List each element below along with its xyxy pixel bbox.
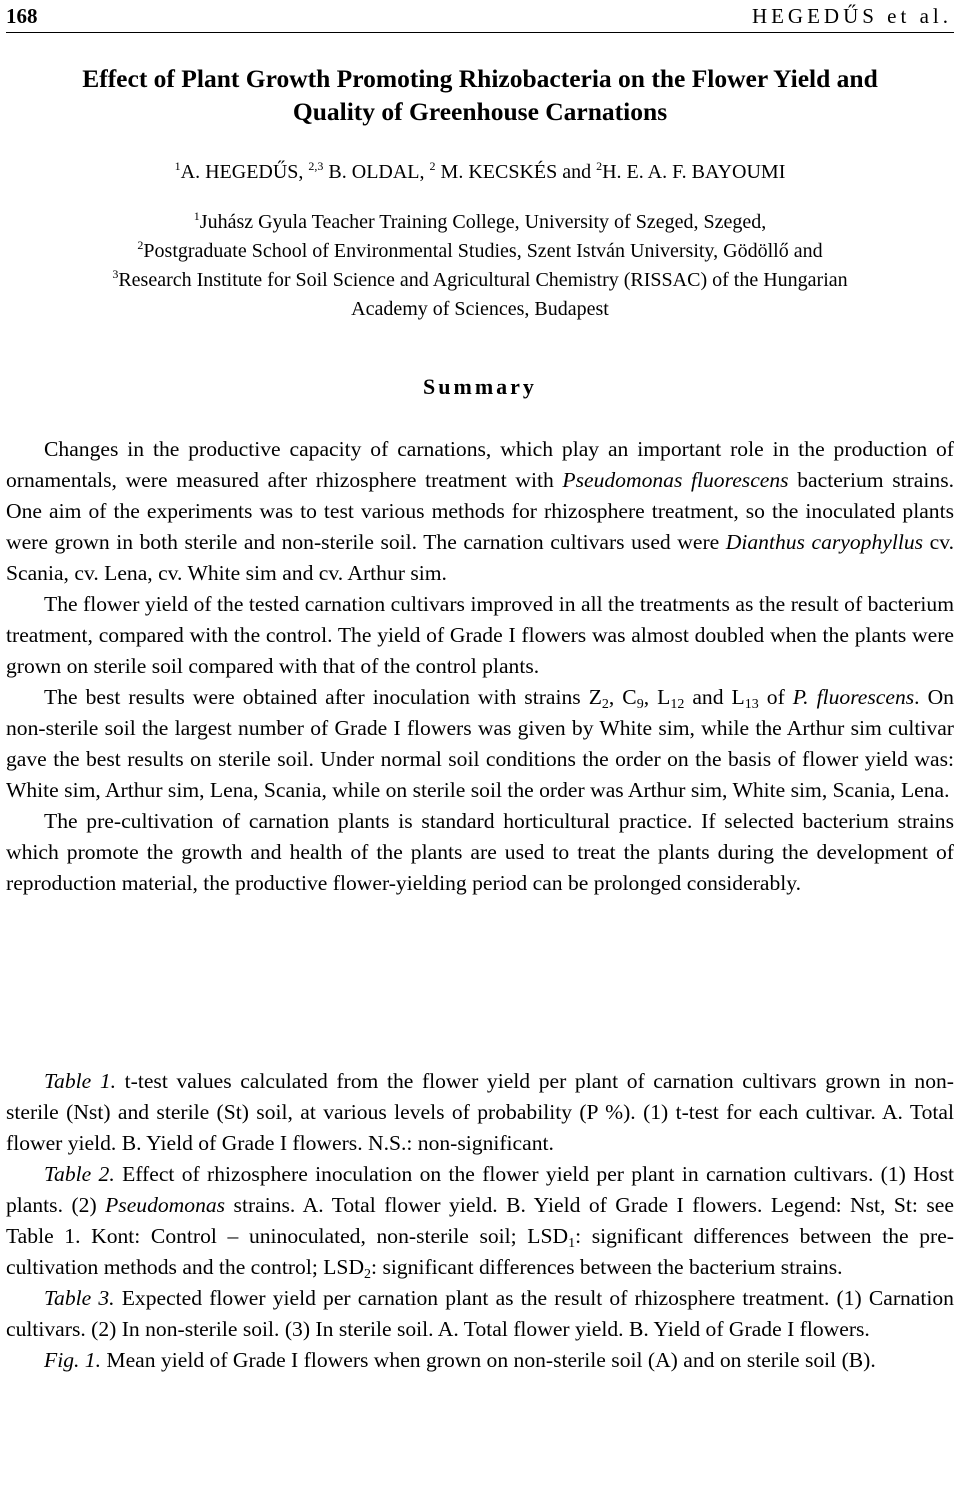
summary-heading: Summary	[423, 374, 537, 399]
running-head: HEGEDŰS et al.	[751, 4, 952, 28]
p3-text-d: and L	[684, 685, 745, 709]
p3-text-f: . On non-sterile soil the largest number of Grade I flowers was given by White sim, while the Arthur sim cultivar gave the best results on sterile soil. Under normal soil conditions the order on the basis of flower yield was: White sim, Arthur sim, Lena, Scania, while on sterile soil the order was Arthur sim, White sim, Scania, Lena.	[6, 685, 954, 802]
caption-table-3-text: Expected flower yield per carnation plant as the result of rhizosphere treatment. (1) Carnation cultivars. (2) In non-sterile soil. (3) In sterile soil. A. Total flower yield. B. Yield of Grade I flowers.	[6, 1286, 954, 1341]
caption-table-2	[6, 1159, 954, 1283]
affiliations	[0, 208, 960, 324]
author-3-affiliation: 2	[429, 159, 436, 173]
author-2-affiliation: 2,3	[308, 159, 324, 173]
author-list	[0, 158, 960, 186]
summary-paragraph-4: The pre-cultivation of carnation plants is standard horticultural practice. If selected bacterium strains which promote the growth and health of the plants are used to treat the plants during the development of reproduction material, the productive flower-yielding period can be prolonged considerably.	[6, 809, 954, 895]
caption-table-1-text: t-test values calculated from the flower yield per plant of carnation cultivars grown in non-sterile (Nst) and sterile (St) soil, at various levels of probability (P %). (1) t-test for each cultivar. A. Total flower yield. B. Yield of Grade I flowers. N.S.: non-significant.	[6, 1069, 954, 1155]
p3-text-e: of	[758, 685, 793, 709]
p1-cultivar: Dianthus caryophyllus	[725, 530, 924, 554]
affiliation-1-mark: 1	[193, 209, 200, 223]
caption-table-2-text-d: : significant differences between the bacterium strains.	[371, 1255, 843, 1279]
p1-text-c: cv. Scania, cv. Lena, cv. White sim and cv. Arthur sim.	[6, 530, 954, 585]
p1-text-b: bacterium strains. One aim of the experiments was to test various methods for rhizosphere treatment, so the inoculated plants were grown in both sterile and non-sterile soil. The carnation cultivars used were	[6, 468, 954, 554]
paper-title	[0, 62, 960, 128]
affiliation-1-text: Juhász Gyula Teacher Training College, University of Szeged, Szeged,	[199, 211, 767, 233]
caption-figure-1-text: Mean yield of Grade I flowers when grown on non-sterile soil (A) and on sterile soil (B).	[100, 1348, 876, 1372]
caption-table-2-sub-2: 2	[364, 1267, 372, 1282]
author-2: B. OLDAL,	[323, 161, 430, 183]
author-4: H. E. A. F. BAYOUMI	[602, 161, 786, 183]
summary-paragraph-2: The flower yield of the tested carnation cultivars improved in all the treatments as the result of bacterium treatment, compared with the control. The yield of Grade I flowers was almost doubled when the plants were grown on sterile soil compared with that of the control plants.	[6, 592, 954, 678]
caption-table-3	[6, 1283, 954, 1345]
p3-species: P. fluorescens	[792, 685, 915, 709]
author-1: A. HEGEDŰS,	[180, 161, 309, 183]
caption-table-2-text-c: : significant differences between the pre-cultivation methods and the control; LSD	[6, 1224, 955, 1279]
title-line-2: Quality of Greenhouse Carnations	[292, 97, 668, 126]
p3-sub-z: 2	[601, 697, 609, 712]
author-3: M. KECSKÉS and	[435, 161, 597, 183]
caption-figure-1-label: Fig. 1.	[44, 1348, 101, 1372]
p3-text-b: , C	[608, 685, 637, 709]
caption-figure-1	[6, 1345, 954, 1376]
caption-table-2-label: Table 2.	[44, 1162, 115, 1186]
summary-body	[6, 434, 954, 899]
affiliation-2-text: Postgraduate School of Environmental Studies, Szent István University, Gödöllő and	[143, 240, 823, 262]
caption-table-2-text-b: strains. A. Total flower yield. B. Yield of Grade I flowers. Legend: Nst, St: see Table 1. Kont: Control – uninoculated, non-sterile soil; LSD	[6, 1193, 954, 1248]
author-4-affiliation: 2	[596, 159, 603, 173]
p3-sub-l13: 13	[744, 697, 759, 712]
affiliation-4: Academy of Sciences, Budapest	[351, 298, 609, 320]
affiliation-3	[0, 266, 960, 295]
p3-sub-c: 9	[636, 697, 644, 712]
summary-paragraph-1	[6, 434, 954, 589]
caption-table-1-label: Table 1.	[44, 1069, 117, 1093]
p3-sub-l12: 12	[670, 697, 685, 712]
affiliation-3-mark: 3	[112, 267, 119, 281]
caption-table-2-species: Pseudomonas	[105, 1193, 226, 1217]
p3-text-c: , L	[643, 685, 671, 709]
page-number: 168	[6, 4, 38, 28]
figure-captions	[6, 1066, 954, 1376]
caption-table-3-label: Table 3.	[44, 1286, 115, 1310]
affiliation-2-mark: 2	[137, 238, 144, 252]
title-line-1: Effect of Plant Growth Promoting Rhizobacteria on the Flower Yield and	[82, 64, 878, 93]
caption-table-2-text-a: Effect of rhizosphere inoculation on the flower yield per plant in carnation cultivars. (1) Host plants. (2)	[6, 1162, 954, 1217]
affiliation-1	[0, 208, 960, 237]
p1-species: Pseudomonas fluorescens	[562, 468, 789, 492]
page-header	[6, 2, 954, 33]
caption-table-1	[6, 1066, 954, 1159]
p3-text-a: The best results were obtained after inoculation with strains Z	[44, 685, 602, 709]
summary-paragraph-3	[6, 682, 954, 806]
affiliation-2	[0, 237, 960, 266]
p1-text-a: Changes in the productive capacity of carnations, which play an important role in the production of ornamentals, were measured after rhizosphere treatment with	[6, 437, 954, 492]
caption-table-2-sub-1: 1	[568, 1236, 576, 1251]
author-1-affiliation: 1	[174, 159, 181, 173]
affiliation-3-text: Research Institute for Soil Science and Agricultural Chemistry (RISSAC) of the Hungarian	[118, 269, 848, 291]
